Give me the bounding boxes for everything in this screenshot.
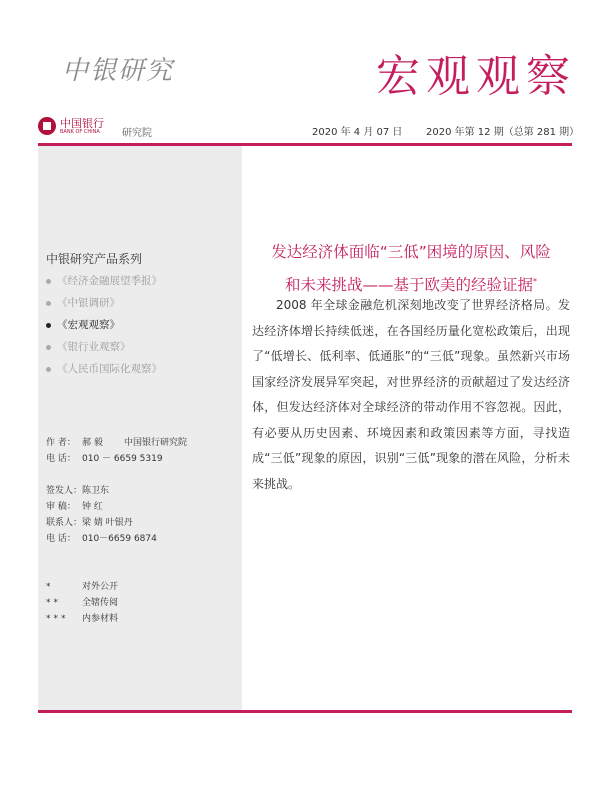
bullet-icon [46,323,51,328]
author-block [46,436,187,468]
legend-text: 全辖传阅 [82,598,119,608]
reviewer-name: 钟 红 [82,502,103,512]
author-name: 郝 毅 [82,438,103,448]
contact-label: 联系人： [46,518,83,528]
product-item [46,274,162,296]
article-body: 2008 年全球金融危机深刻地改变了世界经济格局。发达经济体增长持续低迷，在各国经历量化宽松政策后，出现了“低增长、低利率、低通胀”的“三低”现象。虽然新兴市场国家经济发展异军突起，对世界经济的贡献超过了发达经济体，但发达经济体对全球经济的带动作用不容忽视。因此，有必要从历史因素、环境因素和政策因素等方面，寻找造成“三低”现象的原因，识别“三低”现象的潜在风险，分析未来挑战。 [252,298,570,491]
boc-name-en: BANK OF CHINA [60,128,100,135]
star-icon: ** [46,598,61,608]
author-phone-row [46,452,187,468]
legend-text: 内参材料 [82,614,119,624]
boc-emblem-icon [38,117,56,135]
article-title-line: 发达经济体面临“三低”困境的原因、风险 [271,243,551,261]
boc-logo [38,117,104,135]
product-label: 《宏观观察》 [57,319,120,331]
publication-date: 2020 年 4 月 07 日 [312,127,403,138]
legend-row [46,596,118,612]
signer-label: 签发人： [46,486,83,496]
product-item-active [46,318,162,340]
brand-logo: 中银研究 [62,56,175,86]
contact-phone-row [46,532,157,548]
author-label: 作 者： [46,438,76,448]
distribution-legend [46,580,118,628]
product-item [46,362,162,384]
article-title [250,238,572,300]
legend-row [46,612,118,628]
legend-row [46,580,118,596]
reviewer-row [46,500,157,516]
author-phone: 010 － 6659 5319 [82,454,163,464]
footer-divider [38,710,572,713]
product-label: 《人民币国际化观察》 [57,363,162,375]
product-list [46,274,162,384]
author-row [46,436,187,452]
boc-name-cn: 中国银行 [60,116,104,130]
approval-block [46,484,157,548]
bullet-icon [46,301,51,306]
author-org: 中国银行研究院 [124,438,188,448]
series-title: 中银研究产品系列 [46,252,143,266]
page-title: 宏观观察 [376,51,576,102]
phone-label: 电 话： [46,454,76,464]
bullet-icon [46,279,51,284]
product-item [46,340,162,362]
footnote-mark: * [533,277,537,286]
product-item [46,296,162,318]
contact-row [46,516,157,532]
issue-number: 2020 年第 12 期（总第 281 期） [426,127,580,138]
product-label: 《中银调研》 [57,297,120,309]
product-label: 《银行业观察》 [57,341,131,353]
signer-row [46,484,157,500]
contact-phone: 010－6659 6874 [82,534,157,544]
star-icon: *** [46,614,69,624]
institute-label: 研究院 [122,128,152,139]
reviewer-label: 审 稿： [46,502,76,512]
bullet-icon [46,345,51,350]
star-icon: * [46,582,54,592]
boc-wordmark [60,118,104,135]
article-title-text: 和未来挑战——基于欧美的经验证据 [284,276,533,295]
phone-label: 电 话： [46,534,76,544]
signer-name: 陈卫东 [82,486,110,496]
bullet-icon [46,367,51,372]
contact-names: 梁 婧 叶银丹 [82,518,133,528]
legend-text: 对外公开 [82,582,119,592]
product-label: 《经济金融展望季报》 [57,275,162,287]
